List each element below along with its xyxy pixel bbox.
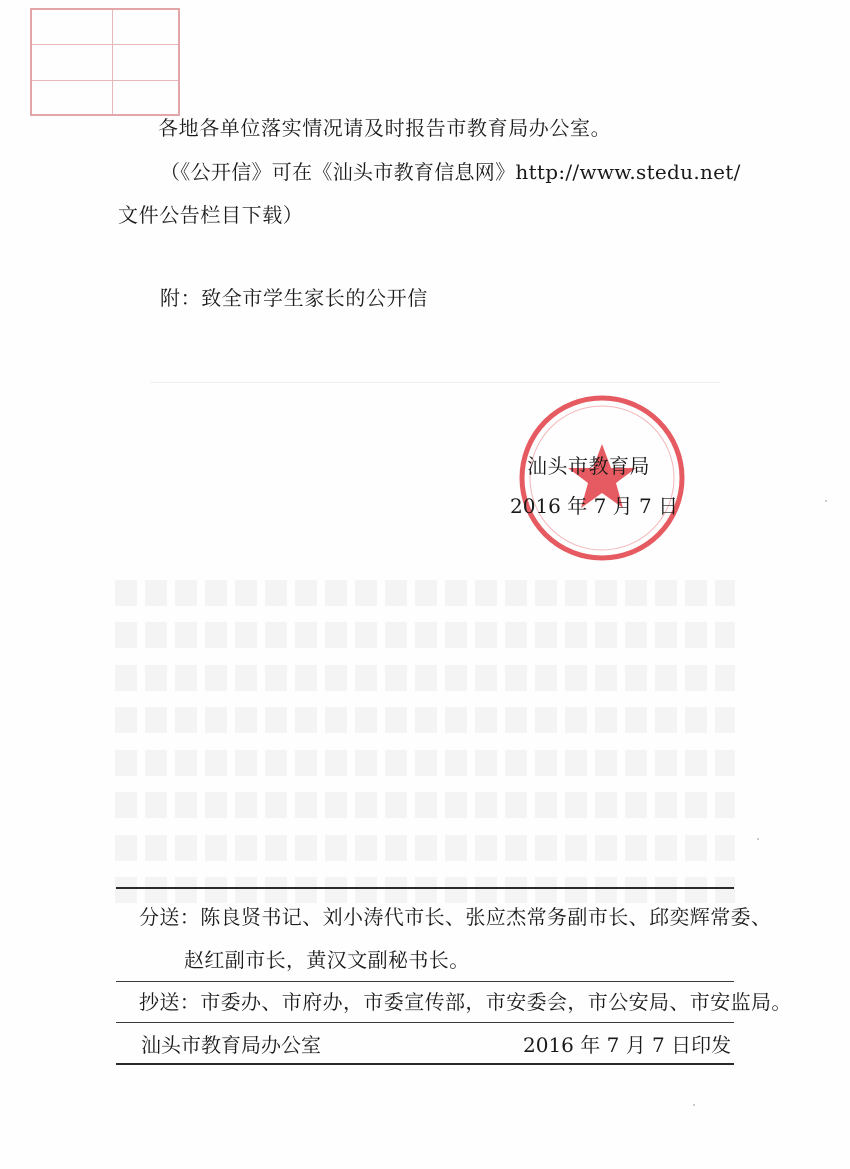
divider-line [116,1063,734,1065]
body-paragraph-line: （《公开信》可在《汕头市教育信息网》http://www.stedu.net/ [160,160,741,184]
bleed-through-line [115,580,735,606]
scan-speck [693,1104,695,1106]
issuing-office: 汕头市教育局办公室 [141,1033,321,1057]
signing-date: 2016 年 7 月 7 日 [510,494,679,518]
divider-line [116,981,734,982]
signing-organization: 汕头市教育局 [527,454,650,478]
divider-line [116,887,734,889]
bleed-through-line [115,877,735,903]
cc-list: 抄送：市委办、市府办，市委宣传部，市安委会，市公安局、市安监局。 [139,990,792,1014]
attachment-note: 附：致全市学生家长的公开信 [160,286,428,310]
bleed-through-line [115,835,735,861]
distribution-list: 分送：陈良贤书记、刘小涛代市长、张应杰常务副市长、邱奕辉常委、 [139,905,772,929]
distribution-list-continued: 赵红副市长，黄汉文副秘书长。 [184,948,470,972]
bleed-through-line [115,750,735,776]
scan-speck [757,838,759,840]
body-paragraph-line: 各地各单位落实情况请及时报告市教育局办公室。 [158,116,612,140]
bleed-through-line [115,622,735,648]
bleed-through-line [115,665,735,691]
scan-speck [825,500,827,502]
bleed-through-line [115,792,735,818]
body-paragraph-line: 文件公告栏目下载） [118,203,304,227]
receiving-stamp [30,8,180,116]
bleed-through-rule [150,382,720,383]
divider-line [116,1022,734,1023]
bleed-through-line [115,707,735,733]
issue-date: 2016 年 7 月 7 日印发 [523,1033,732,1057]
